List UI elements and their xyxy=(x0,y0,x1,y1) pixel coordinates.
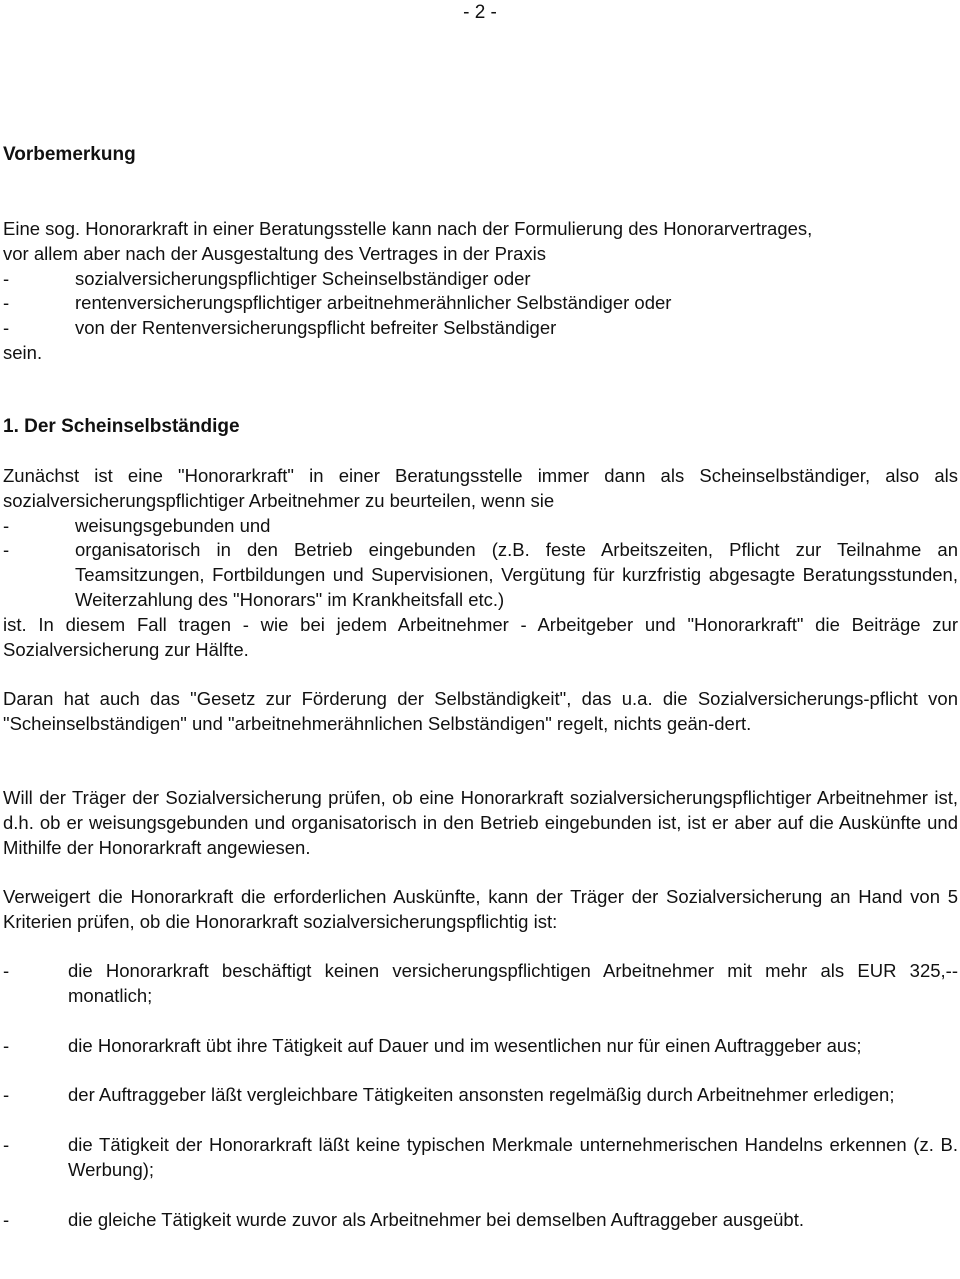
list-dash: - xyxy=(3,514,10,536)
list-item xyxy=(3,316,958,341)
list-dash: - xyxy=(3,960,10,981)
section1-paragraph2 xyxy=(3,687,958,737)
list-dash: - xyxy=(3,317,10,339)
list-item-text: von der Rentenversicherungspflicht befreiter Selbständiger xyxy=(75,317,557,339)
list-item xyxy=(3,291,958,316)
paragraph-text: Daran hat auch das "Gesetz zur Förderung der Selbständigkeit", das u.a. die Sozialversicherungs-pflicht von "Scheinselbständigen" und "arbeitnehmerähnlichen Selbständigen" regelt, nichts geän-dert. xyxy=(3,688,958,734)
criteria-item xyxy=(3,1208,958,1233)
list-dash: - xyxy=(3,1208,10,1230)
list-item-text: weisungsgebunden und xyxy=(75,514,271,536)
criteria-item xyxy=(3,1034,958,1059)
paragraph-text: Verweigert die Honorarkraft die erforderlichen Auskünfte, kann der Träger der Sozialversicherung an Hand von 5 Kriterien prüfen, ob die Honorarkraft sozialversicherungspflichtig ist: xyxy=(3,886,958,932)
criteria-item xyxy=(3,959,958,1009)
criteria-text: die gleiche Tätigkeit wurde zuvor als Arbeitnehmer bei demselben Auftraggeber ausgeübt. xyxy=(68,1208,804,1230)
criteria-text: die Tätigkeit der Honorarkraft läßt keine typischen Merkmale unternehmerischen Handelns erkennen (z. B. Werbung); xyxy=(68,1134,958,1180)
list-dash: - xyxy=(3,1084,10,1106)
page-number: - 2 - xyxy=(463,2,497,23)
list-item-text: organisatorisch in den Betrieb eingebunden (z.B. feste Arbeitszeiten, Pflicht zur Teilnahme an Teamsitzungen, Fortbildungen und Supervisionen, Vergütung für kurzfristig abgesagte Beratungsstunden, Weiterzahlung des "Honorars" im Krankheitsfall etc.) xyxy=(75,539,958,610)
section-heading-scheinselbstaendige: 1. Der Scheinselbständige xyxy=(3,416,240,437)
list-item-text: rentenversicherungspflichtiger arbeitnehmerähnlicher Selbständiger oder xyxy=(75,292,672,314)
section1-paragraph3 xyxy=(3,786,958,860)
paragraph-text: ist. In diesem Fall tragen - wie bei jedem Arbeitnehmer - Arbeitgeber und "Honorarkraft" die Beiträge zur Sozialversicherung zur Hälfte. xyxy=(3,613,958,660)
intro-line: vor allem aber nach der Ausgestaltung des Vertrages in der Praxis xyxy=(3,242,546,264)
paragraph-text: Will der Träger der Sozialversicherung prüfen, ob eine Honorarkraft sozialversicherungspflichtiger Arbeitnehmer ist, d.h. ob er weisungsgebunden und organisatorisch in den Betrieb eingebunden ist, ist er aber auf die Auskünfte und Mithilfe der Honorarkraft angewiesen. xyxy=(3,787,958,858)
closing-text: sein. xyxy=(3,341,43,363)
criteria-item xyxy=(3,1133,958,1183)
list-dash: - xyxy=(3,1134,10,1156)
list-dash: - xyxy=(3,1034,10,1056)
criteria-text: der Auftraggeber läßt vergleichbare Tätigkeiten ansonsten regelmäßig durch Arbeitnehmer erledigen; xyxy=(68,1084,895,1106)
list-dash: - xyxy=(3,539,10,561)
list-item xyxy=(3,267,958,292)
intro-paragraph xyxy=(3,217,958,366)
paragraph-text: Zunächst ist eine "Honorarkraft" in einer Beratungsstelle immer dann als Scheinselbständiger, also als sozialversicherungspflichtiger Arbeitnehmer zu beurteilen, wenn sie xyxy=(3,465,958,511)
section-heading-vorbemerkung: Vorbemerkung xyxy=(3,144,136,165)
criteria-text: die Honorarkraft beschäftigt keinen versicherungspflichtigen Arbeitnehmer mit mehr als EUR 325,-- monatlich; xyxy=(68,960,958,1006)
list-item-text: sozialversicherungspflichtiger Scheinselbständiger oder xyxy=(75,267,531,289)
section1-paragraph4 xyxy=(3,885,958,935)
criteria-text: die Honorarkraft übt ihre Tätigkeit auf Dauer und im wesentlichen nur für einen Auftraggeber aus; xyxy=(68,1034,862,1056)
list-item xyxy=(3,538,958,612)
list-dash: - xyxy=(3,267,10,289)
section1-paragraph1 xyxy=(3,464,958,662)
list-item xyxy=(3,514,958,539)
criteria-list xyxy=(3,959,958,1233)
intro-line: Eine sog. Honorarkraft in einer Beratungsstelle kann nach der Formulierung des Honorarvertrages, xyxy=(3,218,813,239)
criteria-item xyxy=(3,1083,958,1108)
list-dash: - xyxy=(3,292,10,314)
